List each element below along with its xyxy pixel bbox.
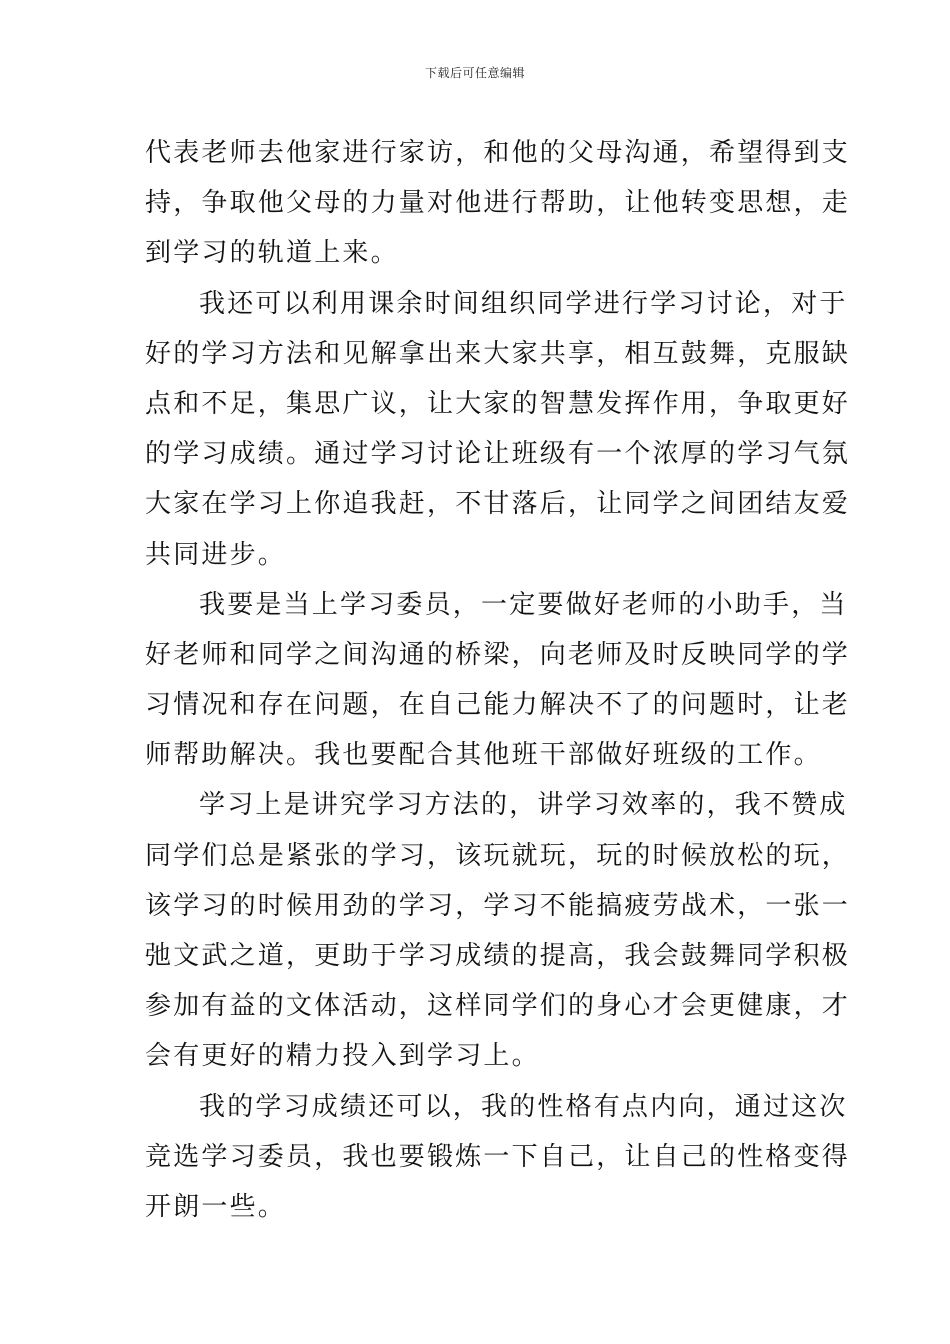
paragraph — [145, 580, 851, 781]
text-line: 持，争取他父母的力量对他进行帮助，让他转变思想，走 — [145, 188, 851, 219]
text-line: 代表老师去他家进行家访，和他的父母沟通，希望得到支 — [145, 138, 851, 168]
text-line: 参加有益的文体活动，这样同学们的身心才会更健康，才 — [145, 991, 851, 1022]
text-line: 好的学习方法和见解拿出来大家共享，相互鼓舞，克服缺 — [145, 338, 851, 369]
text-line: 我的学习成绩还可以，我的性格有点内向，通过这次 — [199, 1091, 848, 1122]
text-line: 大家在学习上你追我赶，不甘落后，让同学之间团结友爱 — [145, 489, 851, 520]
text-line: 开朗一些。 — [145, 1191, 287, 1222]
text-line: 点和不足，集思广议，让大家的智慧发挥作用，争取更好 — [145, 388, 851, 419]
text-line: 师帮助解决。我也要配合其他班干部做好班级的工作。 — [145, 740, 822, 771]
text-line: 竞选学习委员，我也要锻炼一下自己，让自己的性格变得 — [145, 1141, 851, 1172]
paragraph — [145, 128, 851, 279]
text-line: 同学们总是紧张的学习，该玩就玩，玩的时候放松的玩， — [145, 840, 851, 871]
text-line: 我要是当上学习委员，一定要做好老师的小助手，当 — [199, 589, 848, 620]
paragraph — [145, 1082, 851, 1233]
text-line: 好老师和同学之间沟通的桥梁，向老师及时反映同学的学 — [145, 639, 851, 670]
text-line: 的学习成绩。通过学习讨论让班级有一个浓厚的学习气氛 — [145, 439, 851, 470]
text-line: 弛文武之道，更助于学习成绩的提高，我会鼓舞同学积极 — [145, 941, 851, 971]
page-header: 下载后可任意编辑 — [424, 66, 525, 80]
paragraph — [145, 780, 851, 1081]
text-line: 会有更好的精力投入到学习上。 — [145, 1041, 540, 1072]
document-body — [145, 128, 851, 1232]
paragraph — [145, 279, 851, 580]
text-line: 我还可以利用课余时间组织同学进行学习讨论，对于 — [199, 288, 848, 319]
text-line: 该学习的时候用劲的学习，学习不能搞疲劳战术，一张一 — [145, 890, 851, 921]
text-line: 学习上是讲究学习方法的，讲学习效率的，我不赞成 — [199, 790, 848, 821]
text-line: 习情况和存在问题，在自己能力解决不了的问题时，让老 — [145, 690, 851, 721]
text-line: 到学习的轨道上来。 — [145, 238, 399, 269]
text-line: 共同进步。 — [145, 539, 287, 570]
